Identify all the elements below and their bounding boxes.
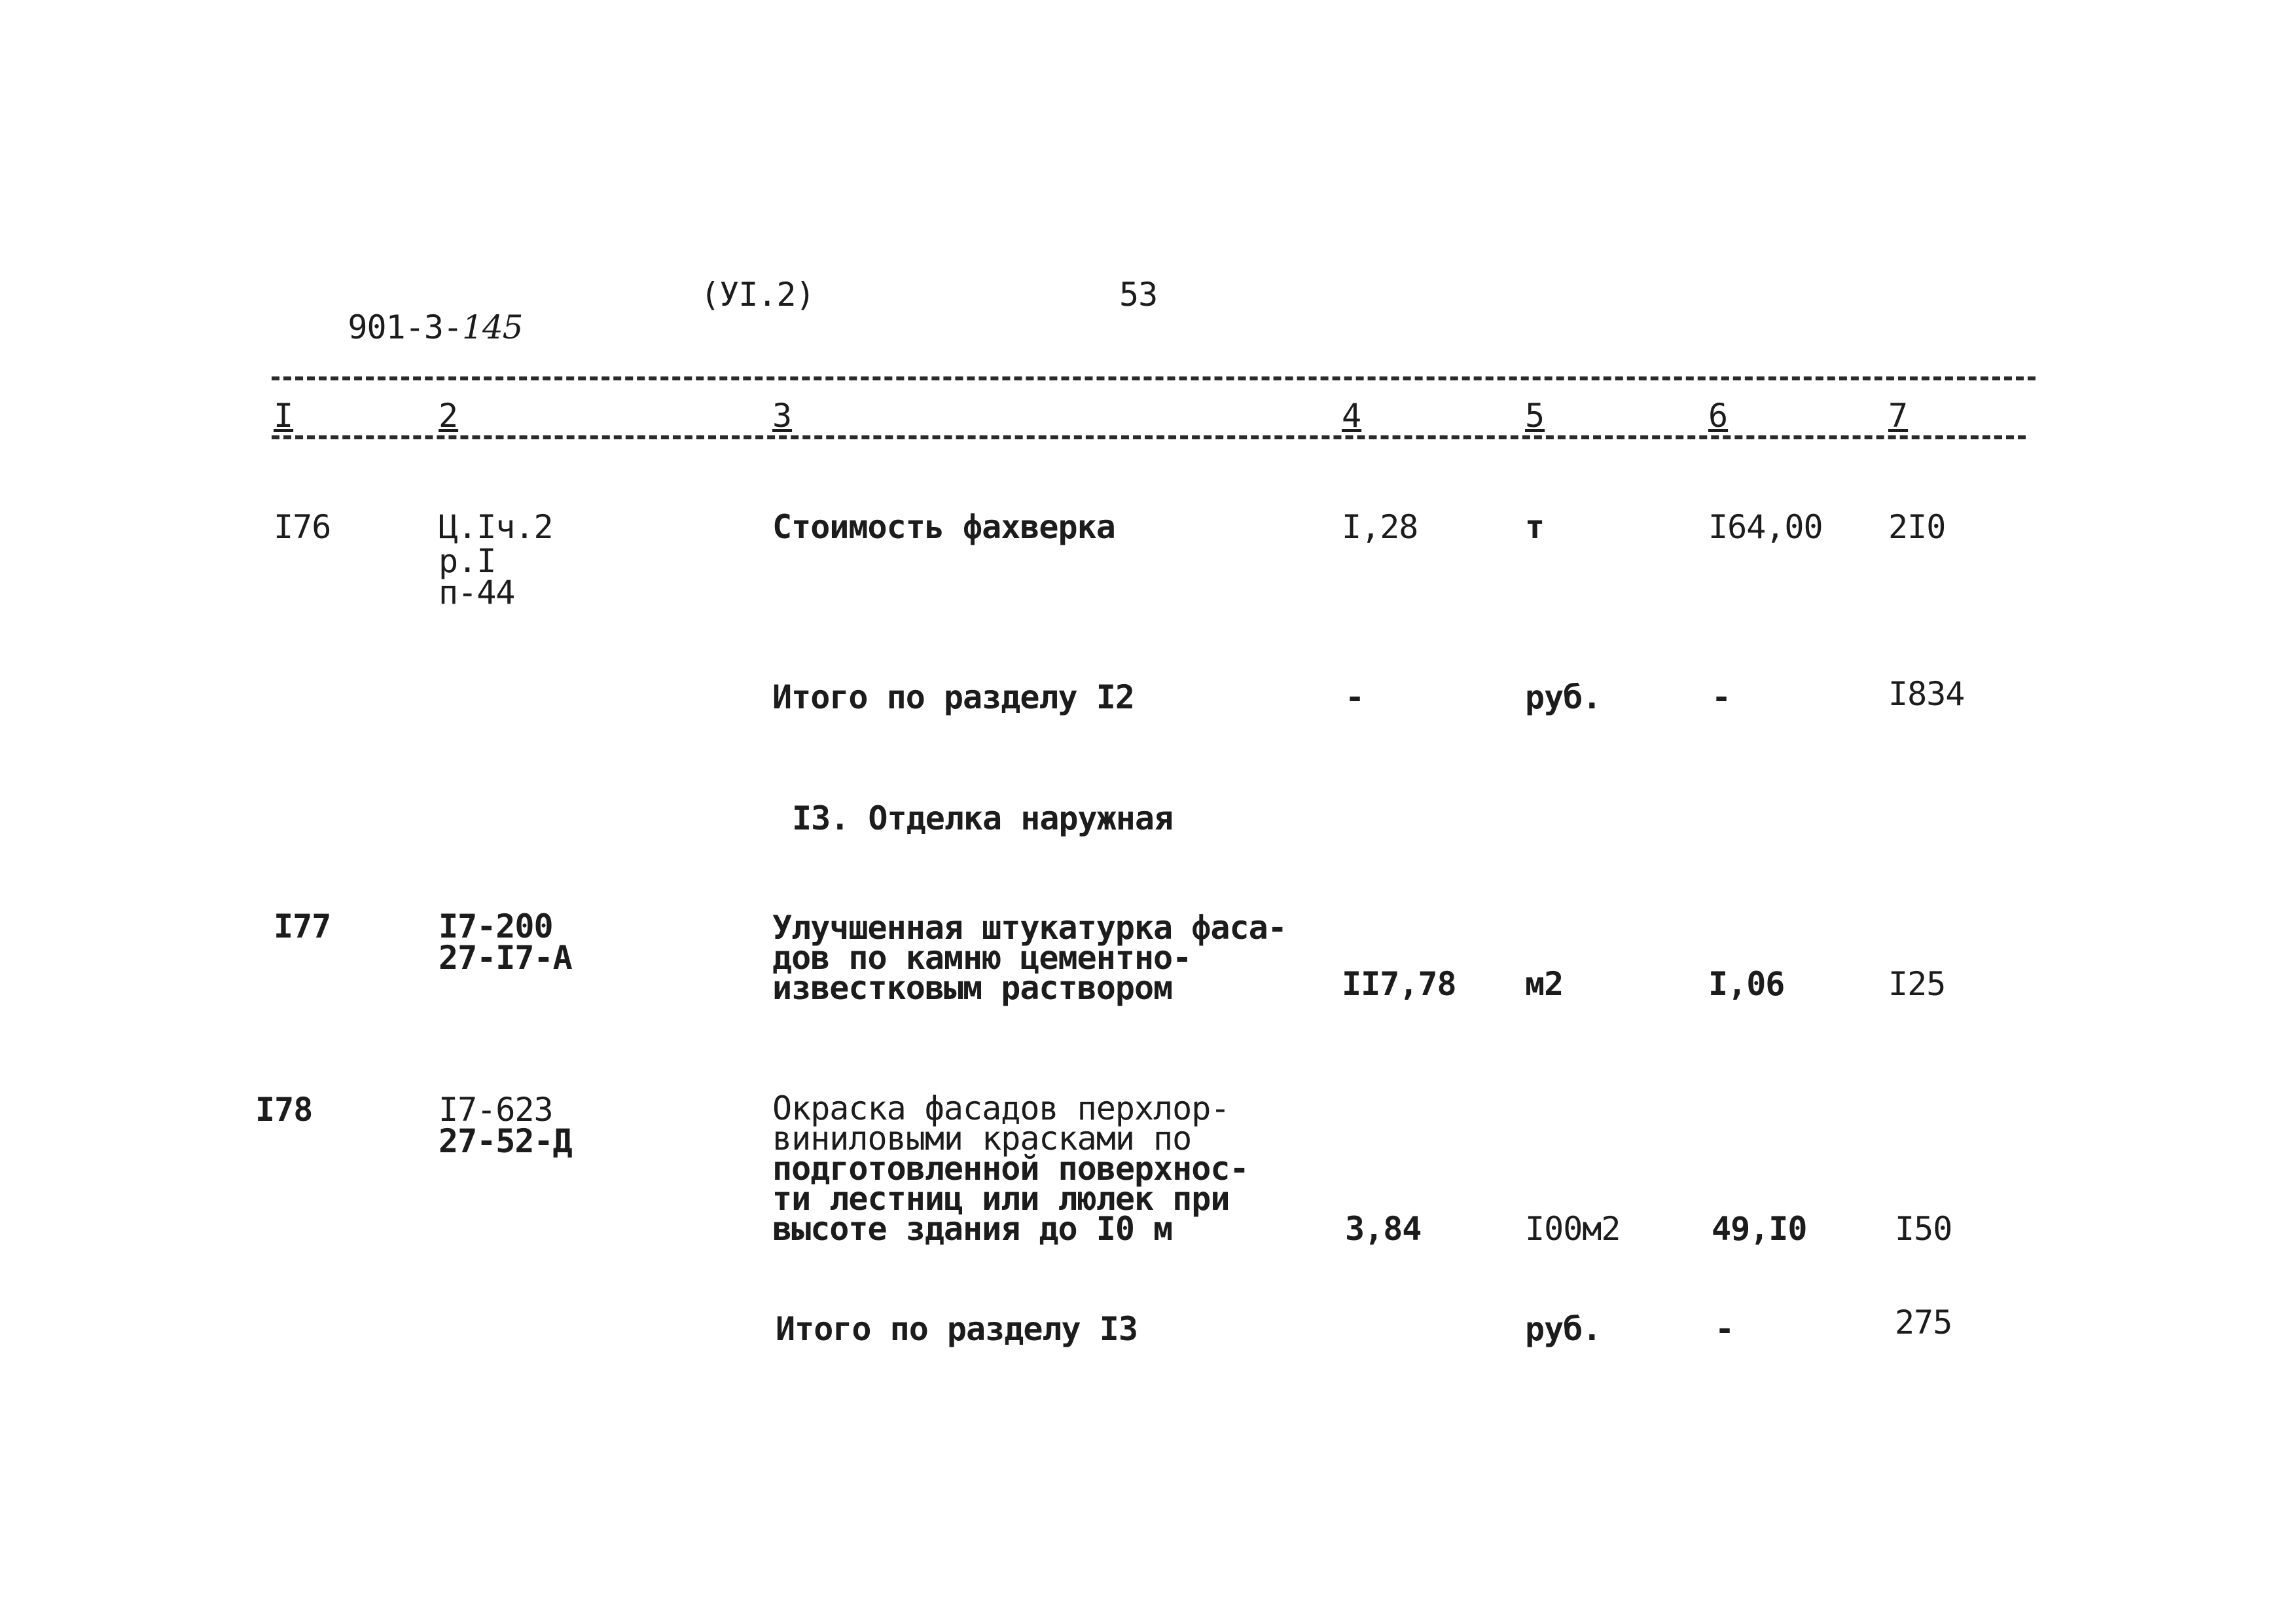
row-description-line: Улучшенная штукатурка фаса-	[772, 909, 1287, 947]
row-quantity: II7,78	[1342, 965, 1456, 1003]
subtotal-total: I834	[1888, 675, 1965, 713]
section-title: I3. Отделка наружная	[792, 799, 1174, 837]
column-number-1: I	[274, 397, 294, 435]
row-number: I76	[274, 508, 331, 546]
row-description-line: подготовленной поверхнос-	[772, 1150, 1249, 1188]
row-unit: т	[1525, 508, 1545, 546]
row-description-line: высоте здания до I0 м	[772, 1210, 1173, 1248]
row-total: 2I0	[1888, 508, 1946, 546]
row-reference-line: I7-200	[439, 907, 553, 945]
column-number-3: 3	[772, 397, 793, 435]
row-reference-line: р.I	[439, 542, 496, 580]
row-quantity: 3,84	[1345, 1210, 1422, 1248]
row-reference-line: 27-I7-А	[439, 939, 572, 977]
page-number: 53	[1119, 276, 1158, 314]
row-reference-line: п-44	[439, 574, 515, 611]
top-dashed-rule	[272, 376, 2036, 380]
row-number: I77	[274, 907, 331, 945]
row-reference-line: Ц.Iч.2	[439, 508, 553, 546]
document-code-handwritten: 145	[462, 308, 523, 346]
row-unit-price: 49,I0	[1712, 1210, 1807, 1248]
bottom-dashed-rule	[272, 435, 2026, 439]
subtotal-quantity: -	[1345, 678, 1365, 716]
row-number: I78	[255, 1091, 313, 1129]
subtotal-unit-price: -	[1715, 1310, 1734, 1348]
column-number-5: 5	[1525, 397, 1545, 435]
row-reference-line: I7-623	[439, 1091, 553, 1129]
row-unit-price: I64,00	[1708, 508, 1823, 546]
row-description-line: ти лестниц или люлек при	[772, 1180, 1230, 1218]
column-number-4: 4	[1342, 397, 1362, 435]
row-description-line: известковым раствором	[772, 969, 1173, 1007]
row-description-line: Стоимость фахверка	[772, 508, 1115, 546]
row-unit: I00м2	[1525, 1210, 1621, 1248]
subtotal-total: 275	[1895, 1304, 1952, 1341]
section-code: (УI.2)	[700, 276, 815, 314]
row-unit: м2	[1525, 965, 1564, 1003]
row-description-line: дов по камню цементно-	[772, 939, 1192, 977]
document-code-printed: 901-3-	[348, 308, 463, 346]
row-unit-price: I,06	[1708, 965, 1785, 1003]
row-total: I50	[1895, 1210, 1952, 1248]
document-code	[272, 278, 522, 376]
subtotal-label: Итого по разделу I3	[776, 1310, 1138, 1348]
row-reference-line: 27-52-Д	[439, 1122, 572, 1160]
column-number-7: 7	[1888, 397, 1909, 435]
row-description-line: Окраска фасадов перхлор-	[772, 1089, 1230, 1127]
subtotal-label: Итого по разделу I2	[772, 678, 1134, 716]
subtotal-unit: руб.	[1525, 1310, 1602, 1348]
row-description-line: виниловыми красками по	[772, 1120, 1192, 1158]
row-total: I25	[1888, 965, 1946, 1003]
row-quantity: I,28	[1342, 508, 1418, 546]
subtotal-unit-price: -	[1712, 678, 1731, 716]
subtotal-unit: руб.	[1525, 678, 1602, 716]
column-number-2: 2	[439, 397, 459, 435]
column-number-6: 6	[1708, 397, 1729, 435]
